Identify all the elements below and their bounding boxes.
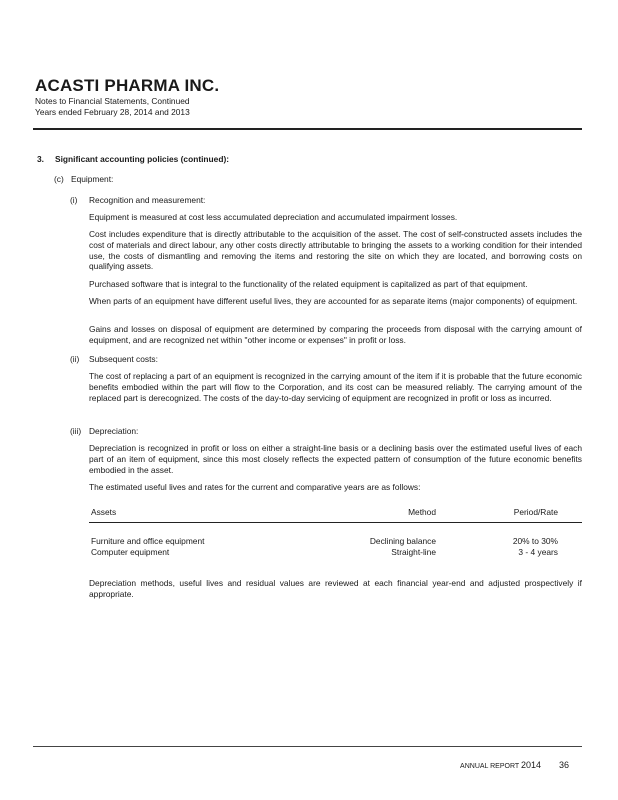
paragraph: Purchased software that is integral to the functionality of the related equipment is capitalized as part of that equipment.	[89, 279, 528, 289]
column-header-assets: Assets	[91, 507, 117, 517]
footer-year: 2014	[521, 760, 542, 770]
paragraph: Gains and losses on disposal of equipment are determined by comparing the proceeds from disposal with the carrying amount of equipment, and are recognized net within "other income or expenses" in profit or loss.	[89, 324, 582, 345]
footer-label: ANNUAL REPORT	[460, 763, 520, 770]
rate-cell: 20% to 30%	[512, 536, 558, 546]
footer-divider	[33, 746, 582, 747]
table-header	[89, 507, 582, 523]
paragraph: Depreciation is recognized in profit or loss on either a straight-line basis or a declining basis over the estimated useful lives of each part of an item of equipment, since this most closely reflects the expected pattern of consumption of the future economic benefits embodied in the asset.	[89, 443, 582, 475]
period-line: Years ended February 28, 2014 and 2013	[35, 107, 190, 117]
table-row	[89, 547, 582, 558]
method-cell: Declining balance	[369, 536, 436, 546]
subsection-title: Equipment:	[71, 174, 114, 184]
table-header-rule	[89, 522, 582, 523]
paragraph: The estimated useful lives and rates for the current and comparative years are as follows:	[89, 482, 421, 492]
asset-cell: Computer equipment	[91, 547, 170, 557]
table-row	[89, 536, 582, 547]
rate-cell: 3 - 4 years	[518, 547, 558, 557]
notes-subtitle: Notes to Financial Statements, Continued	[35, 96, 190, 106]
asset-cell: Furniture and office equipment	[91, 536, 205, 546]
report-header	[35, 76, 595, 118]
company-name: ACASTI PHARMA INC.	[35, 76, 220, 95]
paragraph: Equipment is measured at cost less accumulated depreciation and accumulated impairment losses.	[89, 212, 458, 222]
paragraph: The cost of replacing a part of an equipment is recognized in the carrying amount of the item if it is probable that the future economic benefits embodied within the part will flow to the Corporation, and its cost can be measured reliably. The carrying amount of the replaced part is derecognized. The costs of the day-to-day servicing of equipment are recognized in profit or loss as incurred.	[89, 371, 582, 403]
item-number: (iii)	[70, 426, 82, 436]
column-header-rate: Period/Rate	[513, 507, 558, 517]
header-divider	[33, 128, 582, 130]
subsection-number: (c)	[54, 174, 64, 184]
item-title: Subsequent costs:	[89, 354, 158, 364]
useful-lives-table	[89, 507, 582, 558]
item-title: Depreciation:	[89, 426, 139, 436]
page-footer	[460, 760, 569, 770]
method-cell: Straight-line	[391, 547, 436, 557]
paragraph: Cost includes expenditure that is directly attributable to the acquisition of the asset. The cost of self-constructed assets includes the cost of materials and direct labour, any other costs directly attributable to bringing the assets to a working condition for their intended use, the costs of dismantling and removing the items and restoring the site on which they are located, and borrowing costs on qualifying assets.	[89, 229, 582, 272]
page-number: 36	[558, 760, 569, 770]
section-number: 3.	[37, 154, 44, 164]
section-title: Significant accounting policies (continued):	[55, 154, 230, 164]
section-heading	[37, 154, 229, 164]
item-number: (i)	[70, 195, 78, 205]
item-heading	[70, 354, 158, 364]
item-number: (ii)	[70, 354, 80, 364]
closing-paragraph: Depreciation methods, useful lives and residual values are reviewed at each financial year-end and adjusted prospectively if appropriate.	[89, 578, 582, 599]
paragraph: When parts of an equipment have different useful lives, they are accounted for as separate items (major components) of equipment.	[89, 296, 578, 306]
item-heading	[70, 426, 138, 436]
subsection-heading	[54, 174, 113, 184]
item-heading	[70, 195, 205, 205]
column-header-method: Method	[408, 507, 436, 517]
item-title: Recognition and measurement:	[89, 195, 206, 205]
